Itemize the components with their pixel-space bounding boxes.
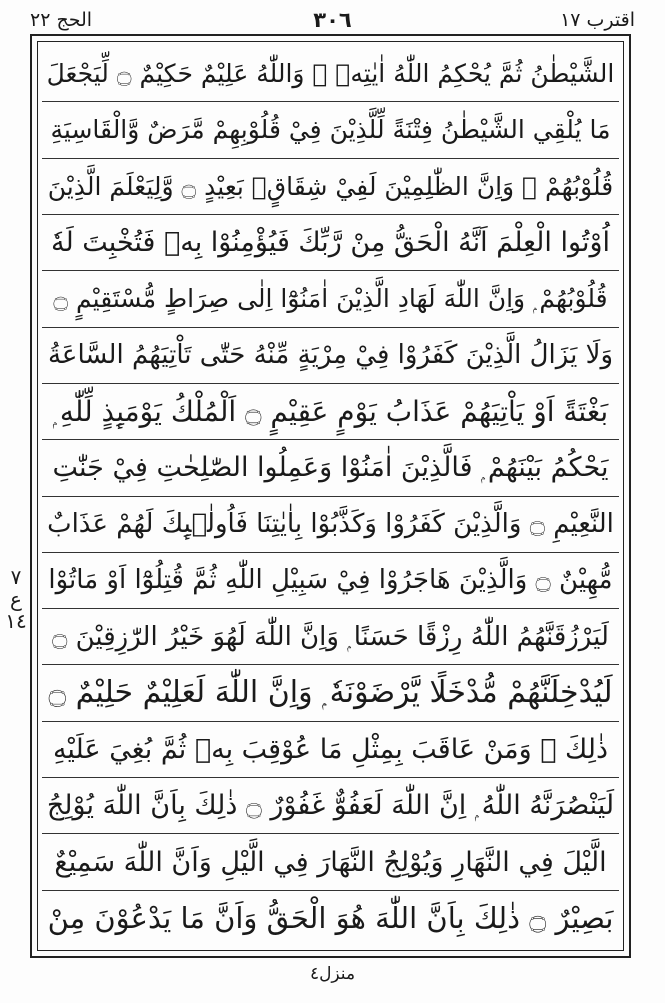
text-line-14: لَيَنْصُرَنَّهُ اللّٰهُ ۭ اِنَّ اللّٰهَ لَعَفُوٌّ غَفُوْرٌ ۝ ذٰلِكَ بِاَنَّ اللّٰهَ يُوْلِجُ <box>42 778 619 834</box>
text-line-15: الَّيْلَ فِي النَّهَارِ وَيُوْلِجُ النَّهَارَ فِي الَّيْلِ وَاَنَّ اللّٰهَ سَمِيْعٌ <box>42 834 619 890</box>
surah-name: الحج ٢٢ <box>30 9 93 31</box>
para-name: اقترب ١٧ <box>560 9 635 31</box>
ruku-count: ١٤ <box>5 609 27 633</box>
page-inner-border <box>37 41 624 951</box>
text-line-12: لَيُدْخِلَنَّهُمْ مُّدْخَلًا يَّرْضَوْنَهٗ ۭ وَاِنَّ اللّٰهَ لَعَلِيْمٌ حَلِيْمٌ ۝ <box>42 665 619 721</box>
text-line-3: قُلُوْبُهُمْ ۭ وَاِنَّ الظّٰلِمِيْنَ لَفِيْ شِقَاقٍۢ بَعِيْدٍ ۝ وَّلِيَعْلَمَ الَّذِيْنَ <box>42 159 619 215</box>
text-line-10: مُّهِيْنٌ ۝ وَالَّذِيْنَ هَاجَرُوْا فِيْ سَبِيْلِ اللّٰهِ ثُمَّ قُتِلُوْٓا اَوْ مَاتُوْا <box>42 553 619 609</box>
text-line-1: الشَّيْطٰنُ ثُمَّ يُحْكِمُ اللّٰهُ اٰيٰتِهٖ ۭ وَاللّٰهُ عَلِيْمٌ حَكِيْمٌ ۝ لِّيَجْعَلَ <box>42 46 619 102</box>
text-line-7: بَغْتَةً اَوْ يَاْتِيَهُمْ عَذَابُ يَوْمٍ عَقِيْمٍ ۝ اَلْمُلْكُ يَوْمَىِٕذٍ لِّلّٰهِ ۭ <box>42 384 619 440</box>
page-border <box>30 34 631 958</box>
ruku-mark: ع <box>10 587 22 611</box>
page-header <box>30 6 635 34</box>
text-line-9: النَّعِيْمِ ۝ وَالَّذِيْنَ كَفَرُوْا وَكَذَّبُوْا بِاٰيٰتِنَا فَاُولٰۗىِٕكَ لَهُمْ عَذَابٌ <box>42 497 619 553</box>
page-number: ٣٠٦ <box>313 8 352 32</box>
text-line-2: مَا يُلْقِي الشَّيْطٰنُ فِتْنَةً لِّلَّذِيْنَ فِيْ قُلُوْبِهِمْ مَّرَضٌ وَّالْقَاسِيَةِ <box>42 102 619 158</box>
text-line-8: يَحْكُمُ بَيْنَهُمْ ۭ فَالَّذِيْنَ اٰمَنُوْا وَعَمِلُوا الصّٰلِحٰتِ فِيْ جَنّٰتِ <box>42 440 619 496</box>
text-line-6: وَلَا يَزَالُ الَّذِيْنَ كَفَرُوْا فِيْ مِرْيَةٍ مِّنْهُ حَتّٰى تَاْتِيَهُمُ السَّاعَةُ <box>42 328 619 384</box>
text-line-11: لَيَرْزُقَنَّهُمُ اللّٰهُ رِزْقًا حَسَنًا ۭ وَاِنَّ اللّٰهَ لَهُوَ خَيْرُ الرّٰزِقِيْنَ ۝ <box>42 609 619 665</box>
text-line-13: ذٰلِكَ ۚ وَمَنْ عَاقَبَ بِمِثْلِ مَا عُوْقِبَ بِهٖ ثُمَّ بُغِيَ عَلَيْهِ <box>42 722 619 778</box>
text-line-16: بَصِيْرٌ ۝ ذٰلِكَ بِاَنَّ اللّٰهَ هُوَ الْحَقُّ وَاَنَّ مَا يَدْعُوْنَ مِنْ <box>47 900 614 935</box>
text-line-4: اُوْتُوا الْعِلْمَ اَنَّهُ الْحَقُّ مِنْ رَّبِّكَ فَيُؤْمِنُوْا بِهٖ فَتُخْبِتَ لَهٗ <box>42 215 619 271</box>
ruku-number: ٧ <box>10 565 22 589</box>
manzil-footer: منزل٤ <box>309 964 356 984</box>
text-line-5: قُلُوْبُهُمْ ۭ وَاِنَّ اللّٰهَ لَهَادِ الَّذِيْنَ اٰمَنُوْٓا اِلٰى صِرَاطٍ مُّسْتَقِيْمٍ ۝ <box>42 271 619 327</box>
text-lines <box>42 46 619 946</box>
ruku-marker <box>4 566 28 632</box>
